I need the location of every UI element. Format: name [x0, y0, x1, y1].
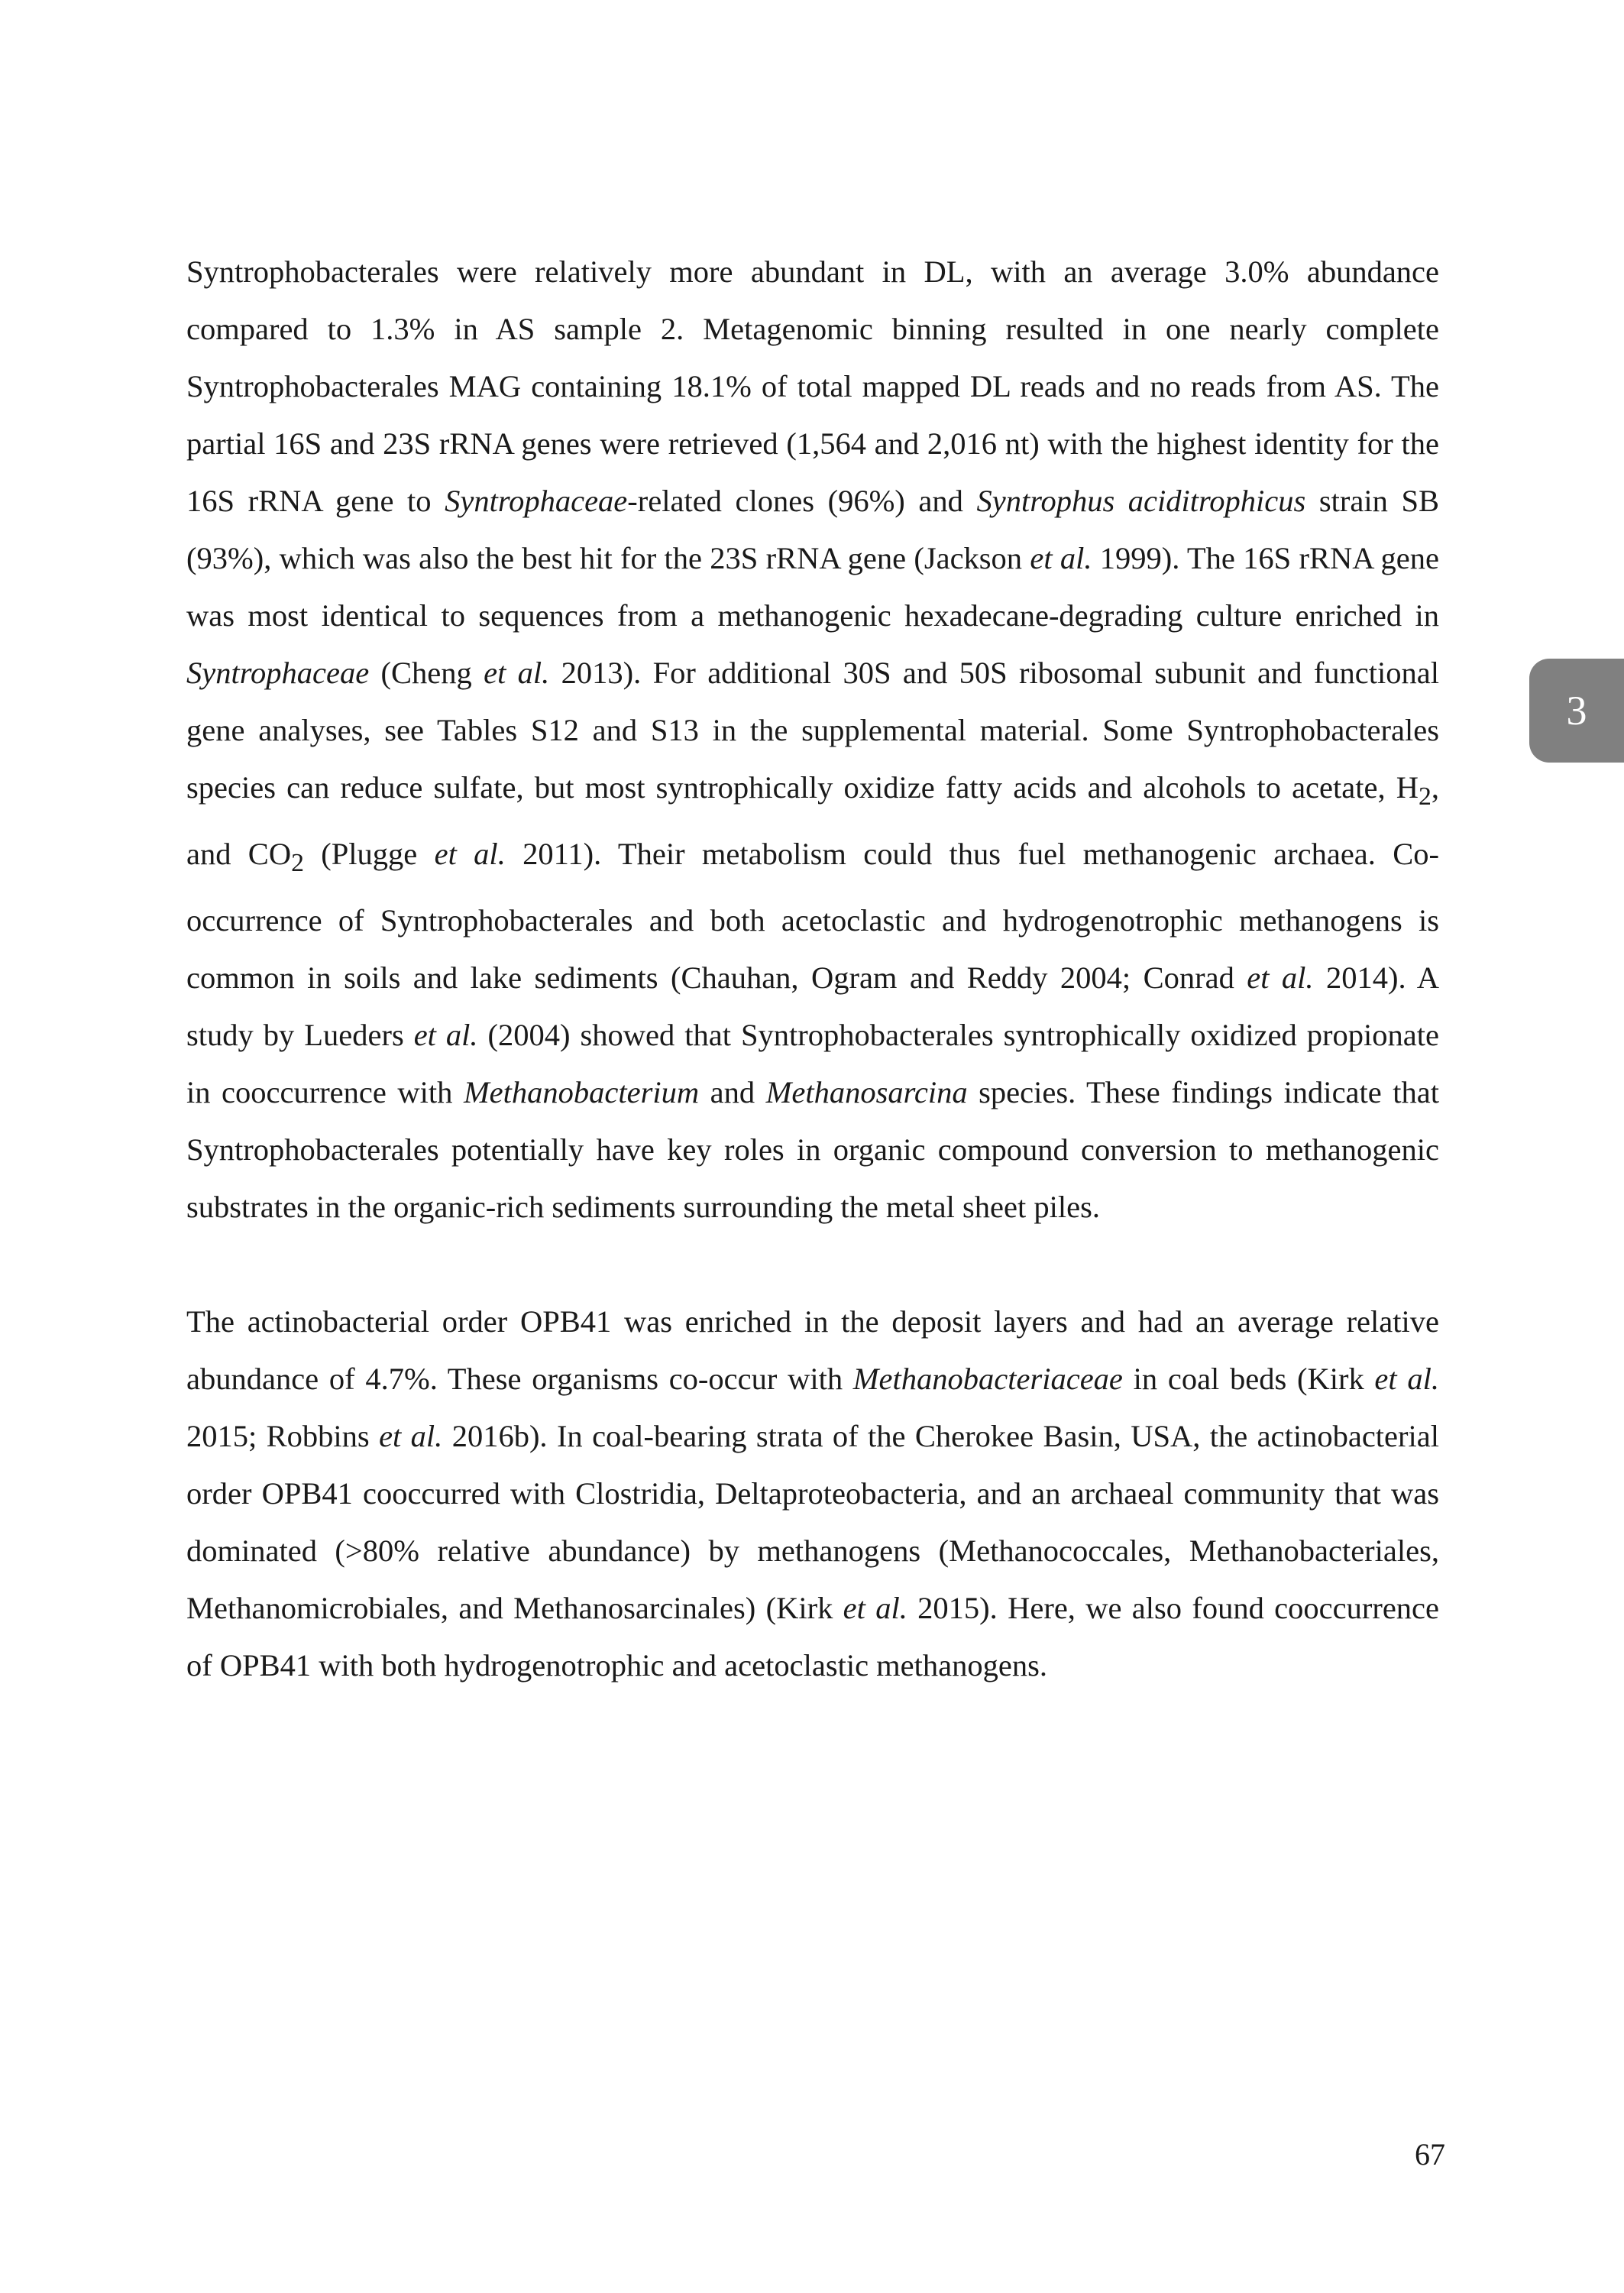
subscript: 2 — [1419, 782, 1432, 811]
italic-term: et al. — [843, 1591, 907, 1626]
text-run: (Plugge — [303, 837, 435, 872]
text-run: 2016b). In coal-bearing strata of the Cherokee Basin, USA, the actinobacterial order OPB41 cooccurred with Clostridia, Deltaproteobacteria, and an archaeal community that was dominated (>80% relative abundance) by methanogens (Methanococcales, Methanobacteriales, Methanomicrobiales, and Methanosarcinales) (Kirk — [186, 1419, 1440, 1626]
text-run: 2015). Here, we also found cooccurrence of OPB41 with both hydrogenotrophic and acetoclastic methanogens. — [186, 1591, 1440, 1683]
text-run: , and CO — [186, 770, 1439, 872]
text-run: -related clones (96%) and — [627, 484, 977, 518]
italic-term: et al. — [1030, 541, 1092, 575]
text-run: species. These findings indicate that Syntrophobacterales potentially have key roles in organic compound conversion to methanogenic substrates in the organic-rich sediments surrounding the metal sheet piles. — [186, 1075, 1440, 1225]
italic-term: Syntrophaceae — [445, 484, 628, 518]
paragraph-opb41 — [186, 1293, 1439, 1694]
page-body — [186, 243, 1439, 1694]
italic-term: Methanosarcina — [765, 1075, 968, 1110]
italic-term: et al. — [1247, 960, 1314, 996]
text-run: strain SB (93%), which was also the best hit for the 23S rRNA gene (Jackson — [186, 484, 1439, 575]
paragraph-syntrophobacterales — [186, 243, 1439, 1236]
chapter-tab-label: 3 — [1566, 688, 1587, 734]
italic-term: et al. — [484, 656, 550, 690]
text-run: and — [699, 1075, 766, 1110]
italic-term: Syntrophaceae — [186, 656, 370, 690]
italic-term: et al. — [413, 1018, 478, 1053]
italic-term: et al. — [1374, 1362, 1439, 1397]
italic-term: Methanobacteriaceae — [852, 1362, 1123, 1397]
text-run: 2013). For additional 30S and 50S ribosomal subunit and functional gene analyses, see Tables S12 and S13 in the supplemental material. Some Syntrophobacterales species can reduce sulfate, but most syntrophically oxidize fatty acids and alcohols to acetate, H — [186, 656, 1439, 805]
italic-term: et al. — [434, 837, 506, 872]
text-run: 2014). A study by Lueders — [186, 960, 1440, 1053]
italic-term: et al. — [379, 1419, 443, 1454]
text-run: (Cheng — [369, 656, 484, 690]
text-run: in coal beds (Kirk — [1122, 1362, 1375, 1397]
text-run: The actinobacterial order OPB41 was enriched in the deposit layers and had an average relative abundance of 4.7%. These organisms co-occur with — [186, 1304, 1439, 1397]
italic-term: Syntrophus aciditrophicus — [976, 484, 1306, 518]
text-run: 2011). Their metabolism could thus fuel methanogenic archaea. Co-occurrence of Syntrophobacterales and both acetoclastic and hydrogenotrophic methanogens is common in soils and lake sediments (Chauhan, Ogram and Reddy 2004; Conrad — [186, 837, 1439, 996]
text-run: (2004) showed that Syntrophobacterales syntrophically oxidized propionate in cooccurrence with — [186, 1018, 1439, 1110]
page-number: 67 — [1415, 2137, 1445, 2172]
text-run: 2015; Robbins — [186, 1419, 380, 1454]
italic-term: Methanobacterium — [463, 1075, 700, 1110]
subscript: 2 — [291, 849, 304, 878]
text-run: Syntrophobacterales were relatively more abundant in DL, with an average 3.0% abundance compared to 1.3% in AS sample 2. Metagenomic binning resulted in one nearly complete Syntrophobacterales MAG containing 18.1% of total mapped DL reads and no reads from AS. The partial 16S and 23S rRNA genes were retrieved (1,564 and 2,016 nt) with the highest identity for the 16S rRNA gene to — [186, 254, 1439, 518]
chapter-tab — [1529, 659, 1624, 763]
text-run: 1999). The 16S rRNA gene was most identical to sequences from a methanogenic hexadecane-degrading culture enriched in — [186, 541, 1439, 633]
